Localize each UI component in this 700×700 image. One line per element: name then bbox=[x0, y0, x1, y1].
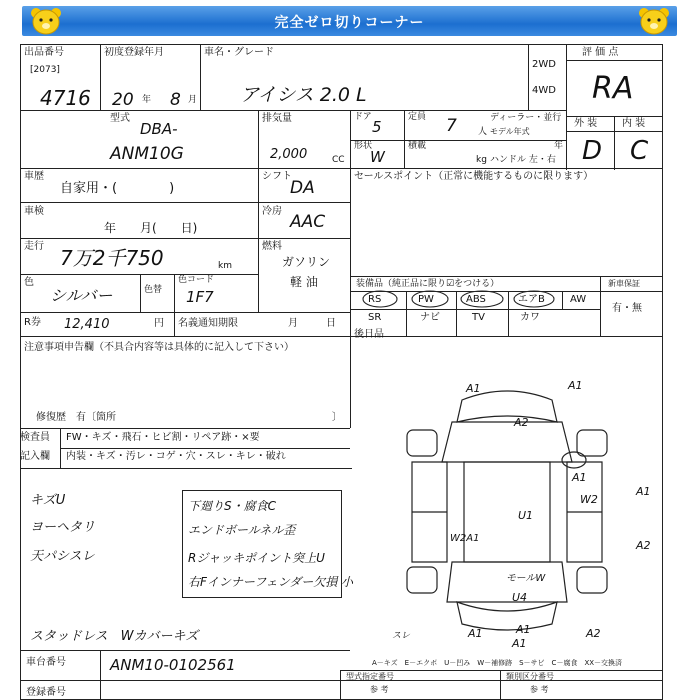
damage-mark: A1 bbox=[636, 485, 651, 498]
chassis-number-label: 車台番号 bbox=[26, 657, 66, 668]
capacity-label: 定員 bbox=[408, 112, 427, 122]
note-left: スタッドレス Wカバーキズ bbox=[30, 629, 199, 644]
doors-label: ドア bbox=[354, 112, 372, 122]
repair-label: 修復歴 有〔箇所 bbox=[36, 412, 116, 423]
damage-mark: U4 bbox=[512, 591, 528, 604]
doors-value: 5 bbox=[372, 118, 382, 136]
entry-label: 記入欄 bbox=[20, 451, 50, 462]
inspector-label: 検査員 bbox=[20, 432, 50, 443]
first-registration-label: 初度登録年月 bbox=[104, 47, 164, 58]
registration-number-label: 登録番号 bbox=[26, 687, 66, 698]
capacity-unit: 人 bbox=[478, 127, 488, 137]
damage-mark: W2A1 bbox=[450, 533, 480, 544]
note-left: キズU bbox=[30, 493, 66, 508]
damage-mark: A1 bbox=[568, 379, 583, 392]
rating-label: 評 価 点 bbox=[582, 47, 619, 58]
interior-grade: C bbox=[630, 136, 649, 166]
displacement-label: 排気量 bbox=[262, 113, 292, 124]
fuel-gasoline: ガソリン bbox=[282, 255, 331, 269]
interior-label: 内 装 bbox=[622, 118, 646, 129]
damage-mark: モールW bbox=[506, 573, 546, 584]
reg-year: 20 bbox=[112, 90, 134, 110]
load-label: 積載 bbox=[408, 141, 427, 151]
equipment-item: カワ bbox=[520, 312, 540, 323]
equipment-item: エアB bbox=[518, 294, 545, 305]
damage-mark: A1 bbox=[468, 627, 483, 640]
body-type-value: W bbox=[370, 148, 385, 166]
2wd-label: 2WD bbox=[532, 59, 556, 70]
fuel-label: 燃料 bbox=[262, 241, 282, 252]
bear-mascot-icon bbox=[636, 6, 672, 36]
color-code-value: 1F7 bbox=[186, 288, 214, 306]
exterior-check-row: FW・キズ・飛石・ヒビ割・リペア跡・×要 bbox=[66, 432, 260, 443]
model-year-unit: 年 bbox=[554, 141, 564, 151]
repair-bracket-close: 〕 bbox=[332, 412, 342, 423]
checked-mark bbox=[460, 290, 506, 308]
damage-mark: A1 bbox=[512, 637, 527, 650]
damage-mark: A1 bbox=[466, 382, 481, 395]
damage-mark: A2 bbox=[514, 416, 529, 429]
reference-label: 参 考 bbox=[530, 685, 549, 694]
warranty-value: 有・無 bbox=[612, 303, 642, 314]
warranty-label: 新車保証 bbox=[608, 279, 640, 288]
exterior-grade: D bbox=[582, 136, 603, 166]
car-damage-diagram bbox=[352, 352, 662, 657]
note-right: 右Fインナーフェンダー欠損 小 bbox=[188, 575, 354, 589]
bear-mascot-icon bbox=[28, 6, 64, 36]
sales-point-label: セールスポイント（正常に機能するものに限ります） bbox=[354, 171, 594, 182]
equipment-item: TV bbox=[472, 312, 485, 323]
history-value: 自家用・( ) bbox=[60, 181, 175, 196]
capacity-value: 7 bbox=[446, 116, 457, 136]
equipment-item: ABS bbox=[466, 294, 486, 305]
damage-mark: A1 bbox=[572, 471, 587, 484]
banner-title: 完全ゼロ切りコーナー bbox=[274, 15, 425, 31]
checked-mark bbox=[512, 290, 558, 308]
equipment-item: ナビ bbox=[420, 312, 440, 323]
4wd-label: 4WD bbox=[532, 85, 556, 96]
notice-month: 月 bbox=[288, 318, 298, 329]
damage-mark: W2 bbox=[580, 493, 598, 506]
dealer-label: ディーラー・並行 bbox=[490, 113, 562, 123]
model-spec-label: 型式指定番号 bbox=[346, 672, 394, 681]
color-no-label: 色替 bbox=[144, 285, 163, 295]
later-items-label: 後日品 bbox=[354, 329, 384, 340]
color-label: 色 bbox=[24, 277, 34, 288]
mileage-value: 7万2千750 bbox=[60, 246, 164, 270]
load-unit: kg bbox=[476, 155, 487, 165]
note-left: ヨーヘタリ bbox=[30, 520, 96, 535]
shift-label: シフト bbox=[262, 171, 292, 182]
notice-day: 日 bbox=[326, 318, 336, 329]
remarks-label: 注意事項申告欄（不具合内容等は具体的に記入して下さい） bbox=[24, 342, 294, 353]
car-name: アイシス 2.0 L bbox=[240, 84, 367, 106]
damage-mark: A2 bbox=[636, 539, 651, 552]
lot-number-label: 出品番号 bbox=[24, 47, 64, 58]
checked-mark bbox=[362, 290, 402, 308]
damage-mark: スレ bbox=[392, 631, 411, 641]
color-value: シルバー bbox=[50, 286, 113, 305]
recycle-label: R券 bbox=[24, 317, 41, 328]
handle-label: ハンドル 左・右 bbox=[490, 155, 556, 165]
interior-check-row: 内装・キズ・汚レ・コゲ・穴・スレ・キレ・破れ bbox=[66, 451, 286, 462]
reference-label: 参 考 bbox=[370, 685, 389, 694]
equipment-item: RS bbox=[368, 294, 382, 305]
lot-number: 4716 bbox=[40, 86, 91, 110]
km-unit: km bbox=[218, 261, 232, 271]
rating-value: RA bbox=[592, 71, 634, 106]
equipment-item: AW bbox=[570, 294, 587, 305]
checked-mark bbox=[410, 290, 450, 308]
fuel-diesel: 軽 油 bbox=[290, 275, 318, 289]
header-banner bbox=[22, 6, 677, 36]
body-type-label: 形状 bbox=[354, 141, 373, 151]
note-left: 天パシスレ bbox=[30, 549, 95, 564]
damage-mark: A2 bbox=[586, 627, 601, 640]
model-prefix: DBA- bbox=[140, 120, 178, 138]
note-right: Rジャッキポイント突上U bbox=[188, 551, 325, 565]
year-unit: 年 bbox=[142, 95, 152, 105]
category-number-label: 類別区分番号 bbox=[506, 672, 554, 681]
recycle-value: 12,410 bbox=[64, 317, 110, 332]
damage-mark: U1 bbox=[518, 509, 534, 522]
ac-value: AAC bbox=[290, 212, 326, 232]
displacement-value: 2,000 bbox=[270, 147, 308, 162]
inspection-label: 車検 bbox=[24, 206, 44, 217]
model-label: 型式 bbox=[110, 113, 130, 124]
inspection-value: 年 月( 日) bbox=[104, 221, 198, 235]
yen-unit: 円 bbox=[154, 318, 164, 329]
notice-label: 名義通知期限 bbox=[178, 318, 238, 329]
chassis-number: ANM10-0102561 bbox=[110, 656, 236, 674]
cc-unit: CC bbox=[332, 155, 345, 165]
shift-value: DA bbox=[290, 178, 315, 198]
note-right: 下廻りS・腐食C bbox=[188, 499, 276, 513]
damage-legend: A－キズ E－エクボ U－凹み W－補修跡 S－サビ C－腐食 XX－交換済 bbox=[372, 659, 623, 667]
reg-month: 8 bbox=[170, 90, 181, 110]
equipment-label: 装備品（純正品に限り☑をつける） bbox=[356, 279, 500, 289]
equipment-item: SR bbox=[368, 312, 382, 323]
damage-mark: A1 bbox=[516, 623, 531, 636]
note-right: エンドボールネル歪 bbox=[188, 523, 296, 537]
history-label: 車歴 bbox=[24, 171, 44, 182]
month-unit: 月 bbox=[188, 95, 198, 105]
equipment-item: PW bbox=[418, 294, 434, 305]
car-grade-label: 車名・グレード bbox=[204, 47, 274, 58]
model-year-label: モデル年式 bbox=[490, 127, 530, 136]
mileage-label: 走行 bbox=[24, 241, 44, 252]
lot-bracket: [2073] bbox=[30, 65, 60, 75]
model-code: ANM10G bbox=[110, 144, 184, 164]
ac-label: 冷房 bbox=[262, 206, 282, 217]
exterior-label: 外 装 bbox=[574, 118, 598, 129]
color-code-label: 色コード bbox=[178, 275, 215, 285]
